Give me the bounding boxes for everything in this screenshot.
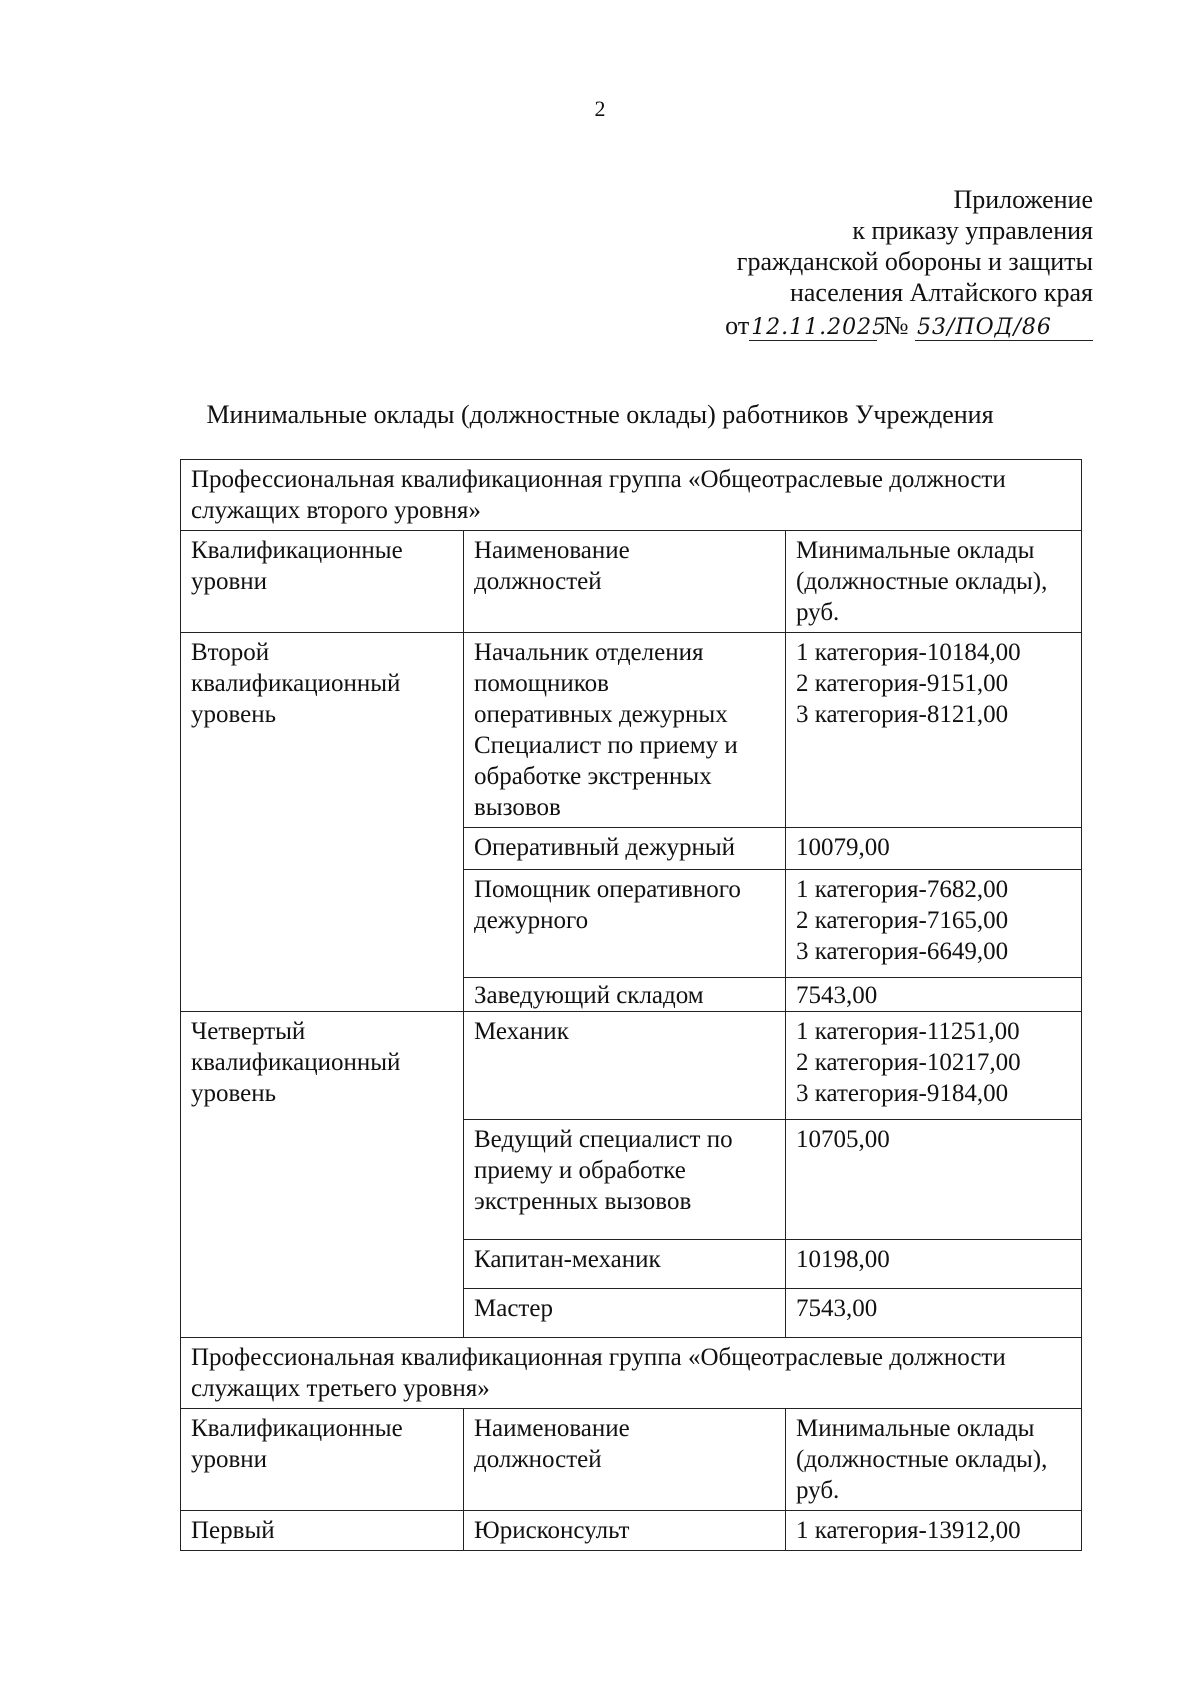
order-number-label: №: [883, 311, 909, 340]
table-row: [181, 460, 1082, 531]
salary-cell: 10198,00: [786, 1240, 1082, 1289]
position-cell: Ведущий специалист по приему и обработке экстренных вызовов: [464, 1120, 786, 1240]
level-cell: Первый: [181, 1511, 464, 1551]
salary-cell: 10705,00: [786, 1120, 1082, 1240]
table-row: [181, 1338, 1082, 1409]
salary-cell: 1 категория-11251,00 2 категория-10217,00 3 категория-9184,00: [786, 1012, 1082, 1120]
position-cell: Помощник оперативного дежурного: [464, 870, 786, 978]
header-level: Квалификационные уровни: [181, 531, 464, 633]
header-salary: Минимальные оклады (должностные оклады), руб.: [786, 531, 1082, 633]
salary-cell: 7543,00: [786, 1289, 1082, 1338]
salary-cell: 10079,00: [786, 828, 1082, 870]
position-cell: Капитан-механик: [464, 1240, 786, 1289]
order-prefix: от: [725, 311, 750, 340]
appendix-line: населения Алтайского края: [789, 278, 1093, 307]
salary-table: [180, 459, 1082, 1551]
header-position: Наименование должностей: [464, 1409, 786, 1511]
table-header-row: [181, 531, 1082, 633]
salary-cell: 1 категория-13912,00: [786, 1511, 1082, 1551]
header-salary: Минимальные оклады (должностные оклады), руб.: [786, 1409, 1082, 1511]
table-row: [181, 1012, 1082, 1120]
appendix-block: [725, 184, 1093, 341]
level-cell: Второй квалификационный уровень: [181, 633, 464, 1012]
document-title: Минимальные оклады (должностные оклады) работников Учреждения: [206, 400, 994, 429]
appendix-line: к приказу управления: [852, 216, 1093, 245]
salary-cell: 7543,00: [786, 978, 1082, 1012]
table-header-row: [181, 1409, 1082, 1511]
position-cell: Оперативный дежурный: [464, 828, 786, 870]
appendix-line: Приложение: [953, 185, 1093, 214]
header-position: Наименование должностей: [464, 531, 786, 633]
handwritten-order-number: 53/ПОД/86: [915, 316, 1093, 341]
salary-cell: 1 категория-10184,00 2 категория-9151,00 3 категория-8121,00: [786, 633, 1082, 828]
group-heading: Профессиональная квалификационная группа «Общеотраслевые должности служащих второго уровня»: [181, 460, 1082, 531]
handwritten-order-date: 12.11.2025: [751, 315, 888, 340]
table-row: [181, 1511, 1082, 1551]
page-number: 2: [594, 96, 606, 121]
table-row: [181, 633, 1082, 828]
header-level: Квалификационные уровни: [181, 1409, 464, 1511]
salary-cell: 1 категория-7682,00 2 категория-7165,00 3 категория-6649,00: [786, 870, 1082, 978]
position-cell: Механик: [464, 1012, 786, 1120]
order-line: [725, 310, 1093, 341]
appendix-line: гражданской обороны и защиты: [736, 247, 1093, 276]
position-cell: Юрисконсульт: [464, 1511, 786, 1551]
position-cell: Мастер: [464, 1289, 786, 1338]
group-heading: Профессиональная квалификационная группа «Общеотраслевые должности служащих третьего уровня»: [181, 1338, 1082, 1409]
position-cell: Начальник отделения помощников оперативных дежурных Специалист по приему и обработке экстренных вызовов: [464, 633, 786, 828]
level-cell: Четвертый квалификационный уровень: [181, 1012, 464, 1338]
position-cell: Заведующий складом: [464, 978, 786, 1012]
